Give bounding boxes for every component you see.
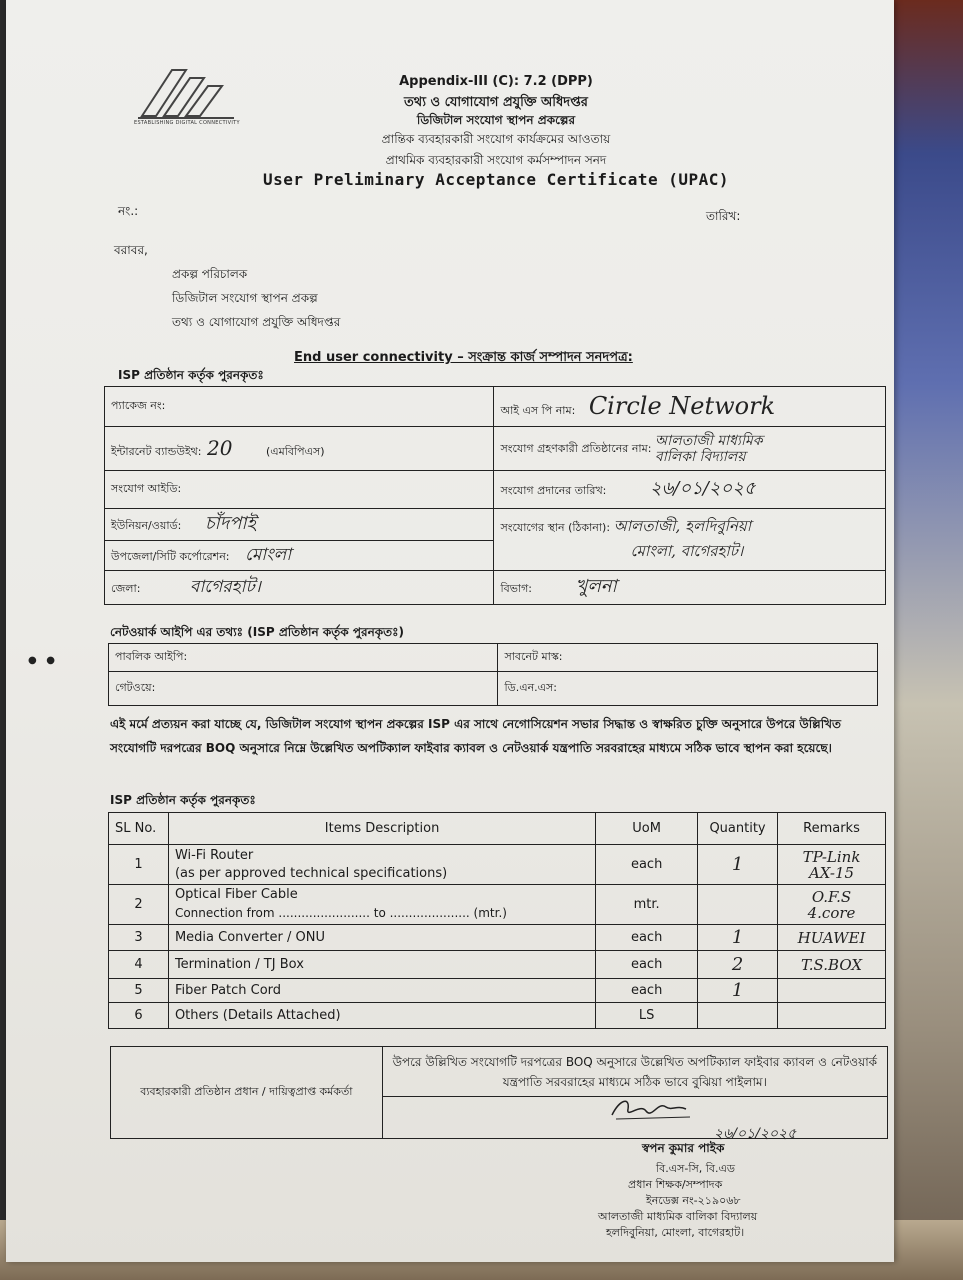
row-2-sl: 2 — [109, 885, 169, 925]
row-6-desc: Others (Details Attached) — [168, 1003, 595, 1029]
location-value-line-2: মোংলা, বাগেরহাট। — [630, 542, 744, 560]
location-cell — [494, 509, 886, 571]
bandwidth-cell — [105, 427, 494, 471]
row-1-uom: each — [596, 845, 698, 885]
header-line-4: প্রাথমিক ব্যবহারকারী সংযোগ কর্মসম্পাদন সনদ — [385, 153, 607, 167]
gateway-label: গেটওয়ে: — [115, 681, 156, 694]
table-row — [109, 845, 886, 885]
row-1-remarks-sub: AX-15 — [808, 863, 855, 882]
row-5-remarks — [778, 979, 886, 1003]
row-5-qty: 1 — [698, 979, 778, 1003]
table-row — [109, 885, 886, 925]
stamp-designation: প্রধান শিক্ষক/সম্পাদক — [628, 1178, 723, 1191]
stamp-school: আলতাজী মাধ্যমিক বালিকা বিদ্যালয় — [598, 1210, 758, 1223]
acceptance-left-label: ব্যবহারকারী প্রতিষ্ঠান প্রধান / দায়িত্বপ্রাপ্ত কর্মকর্তা — [111, 1047, 383, 1139]
row-6-remarks — [778, 1003, 886, 1029]
stamp-name: স্বপন কুমার পাইক — [642, 1141, 725, 1155]
stamp-degree: বি.এস-সি, বি.এড — [656, 1162, 736, 1175]
connection-date-label: সংযোগ প্রদানের তারিখ: — [500, 484, 607, 497]
table-row — [109, 951, 886, 979]
row-2-desc — [168, 885, 595, 925]
row-5-sl: 5 — [109, 979, 169, 1003]
document-page — [6, 0, 894, 1262]
certification-paragraph: এই মর্মে প্রত্যয়ন করা যাচ্ছে যে, ডিজিটাল সংযোগ স্থাপন প্রকল্পের ISP এর সাথে নেগোসিয়েশন সভার সিদ্ধান্ত ও স্বাক্ষরিত চুক্তি অনুসারে উপরে উল্লিখিত সংযোগটি দরপত্রের BOQ অনুসারে নিম্নে উল্লেখিত অপটিক্যাল ফাইবার ক্যাবল ও নেটওয়ার্ক যন্ত্রপাতি সরবরাহের মাধ্যমে সঠিক ভাবে স্থাপন করা হয়েছে। — [110, 717, 842, 755]
union-label: ইউনিয়ন/ওয়ার্ড: — [111, 519, 182, 532]
district-cell — [105, 571, 494, 605]
subnet-cell — [498, 644, 878, 672]
bandwidth-unit: (এমবিপিএস) — [265, 444, 325, 458]
row-2-remarks-sub: 4.core — [807, 903, 856, 922]
subnet-label: সাবনেট মাস্ক: — [504, 650, 563, 663]
date-label: তারিখ: — [706, 209, 741, 223]
public-ip-cell — [109, 644, 498, 672]
reference-no-label: নং.: — [118, 204, 139, 218]
isp-value: Circle Network — [588, 392, 776, 420]
connection-id-label: সংযোগ আইডি: — [111, 482, 182, 495]
row-3-uom: each — [596, 925, 698, 951]
signature-date: ২৬/০১/২০২৫ — [714, 1126, 797, 1142]
header-sl: SL No. — [109, 813, 169, 845]
row-3-sl: 3 — [109, 925, 169, 951]
location-value-line-1: আলতাজী, হলদিবুনিয়া — [613, 517, 752, 535]
logo-text: ESTABLISHING DIGITAL CONNECTIVITY — [134, 120, 240, 126]
subject-line: End user connectivity – সংক্রান্ত কার্জ সম্পাদন সনদপত্র: — [294, 350, 633, 365]
row-1-desc-sub: (as per approved technical specifications) — [174, 865, 448, 881]
union-value: চাঁদপাই — [204, 513, 257, 534]
recipient-line-3: তথ্য ও যোগাযোগ প্রযুক্তি অধিদপ্তর — [172, 315, 341, 329]
row-4-sl: 4 — [109, 951, 169, 979]
ministry-name: তথ্য ও যোগাযোগ প্রযুক্তি অধিদপ্তর — [404, 95, 588, 110]
row-4-remarks: T.S.BOX — [778, 951, 886, 979]
receiver-cell — [494, 427, 886, 471]
table-row — [109, 925, 886, 951]
row-1-sl: 1 — [109, 845, 169, 885]
row-6-sl: 6 — [109, 1003, 169, 1029]
union-cell — [105, 509, 494, 541]
row-1-remarks — [778, 845, 886, 885]
header-description: Items Description — [168, 813, 595, 845]
row-2-qty — [698, 885, 778, 925]
upazila-label: উপজেলা/সিটি কর্পোরেশন: — [111, 549, 230, 563]
connection-date-value: ২৬/০১/২০২৫ — [649, 478, 756, 499]
package-label: প্যাকেজ নং: — [111, 399, 166, 412]
isp-info-table — [104, 386, 886, 605]
dns-cell — [498, 672, 878, 706]
items-table — [108, 812, 886, 1029]
table-row — [109, 979, 886, 1003]
header-remarks: Remarks — [778, 813, 886, 845]
signature-icon — [606, 1095, 696, 1125]
isp-cell — [494, 387, 886, 427]
document-title: User Preliminary Acceptance Certificate (UPAC) — [262, 170, 730, 189]
connection-id-cell — [105, 471, 494, 509]
row-2-desc-sub: Connection from ........................ to ..................... (mtr.) — [174, 906, 507, 920]
row-2-remarks — [778, 885, 886, 925]
stamp-index: ইনডেক্স নং-২১৯০৬৮ — [646, 1194, 741, 1207]
stamp-address: হলদিবুনিয়া, মোংলা, বাগেরহাট। — [606, 1226, 745, 1239]
row-6-qty — [698, 1003, 778, 1029]
header-line-3: প্রান্তিক ব্যবহারকারী সংযোগ কার্যক্রমের আওতায় — [381, 132, 611, 146]
isp-label: আই এস পি নাম: — [500, 404, 576, 417]
division-value: খুলনা — [575, 576, 617, 597]
row-5-uom: each — [596, 979, 698, 1003]
connection-date-cell — [494, 471, 886, 509]
row-1-qty: 1 — [698, 845, 778, 885]
row-3-desc: Media Converter / ONU — [168, 925, 595, 951]
row-3-qty: 1 — [698, 925, 778, 951]
division-cell — [494, 571, 886, 605]
row-1-desc-main: Wi-Fi Router — [174, 847, 254, 863]
location-label: সংযোগের স্থান (ঠিকানা): — [500, 521, 611, 534]
row-1-remarks-main: TP-Link — [802, 847, 861, 866]
row-4-qty: 2 — [698, 951, 778, 979]
dns-label: ডি.এন.এস: — [504, 681, 557, 694]
receiver-value-line-1: আলতাজী মাধ্যমিক — [654, 432, 763, 449]
row-4-desc: Termination / TJ Box — [168, 951, 595, 979]
upazila-value: মোংলা — [244, 544, 292, 565]
section-2-title: নেটওয়ার্ক আইপি এর তথ্যঃ (ISP প্রতিষ্ঠান কর্তৃক পুরনকৃতঃ) — [110, 625, 405, 639]
district-label: জেলা: — [111, 581, 141, 595]
recipient-line-1: প্রকল্প পরিচালক — [172, 267, 248, 281]
acceptance-statement: উপরে উল্লিখিত সংযোগটি দরপত্রের BOQ অনুসারে উল্লেখিত অপটিক্যাল ফাইবার ক্যাবল ও নেটওয়ার্ক যন্ত্রপাতি সরবরাহের মাধ্যমে সঠিক ভাবে বুঝিয়া পাইলাম। — [382, 1047, 887, 1097]
section-3-title: ISP প্রতিষ্ঠান কর্তৃক পুরনকৃতঃ — [110, 793, 256, 807]
public-ip-label: পাবলিক আইপি: — [115, 650, 188, 663]
items-header-row — [109, 813, 886, 845]
receiver-label: সংযোগ গ্রহণকারী প্রতিষ্ঠানের নাম: — [500, 441, 652, 455]
recipient-to: বরাবর, — [114, 243, 148, 257]
row-2-uom: mtr. — [596, 885, 698, 925]
bandwidth-value: 20 — [207, 435, 233, 460]
recipient-line-2: ডিজিটাল সংযোগ স্থাপন প্রকল্প — [172, 291, 318, 305]
network-ip-table — [108, 643, 878, 706]
division-label: বিভাগ: — [500, 582, 533, 595]
section-1-title: ISP প্রতিষ্ঠান কর্তৃক পুরনকৃতঃ — [118, 368, 264, 382]
row-2-desc-main: Optical Fiber Cable — [174, 887, 298, 902]
row-6-uom: LS — [596, 1003, 698, 1029]
gateway-cell — [109, 672, 498, 706]
row-3-remarks: HUAWEI — [778, 925, 886, 951]
row-4-uom: each — [596, 951, 698, 979]
appendix-label: Appendix-III (C): 7.2 (DPP) — [399, 74, 593, 89]
row-2-remarks-main: O.F.S — [811, 887, 852, 906]
upazila-cell — [105, 541, 494, 571]
package-cell — [105, 387, 494, 427]
table-row — [109, 1003, 886, 1029]
header-quantity: Quantity — [698, 813, 778, 845]
margin-dots: ● ● — [28, 655, 55, 666]
row-5-desc: Fiber Patch Cord — [168, 979, 595, 1003]
receiver-value-line-2: বালিকা বিদ্যালয় — [654, 448, 746, 465]
project-name: ডিজিটাল সংযোগ স্থাপন প্রকল্পের — [416, 113, 576, 127]
header-uom: UoM — [596, 813, 698, 845]
bandwidth-label: ইন্টারনেট ব্যান্ডউইথ: — [111, 444, 202, 458]
district-value: বাগেরহাট। — [189, 576, 261, 597]
row-1-desc — [168, 845, 595, 885]
